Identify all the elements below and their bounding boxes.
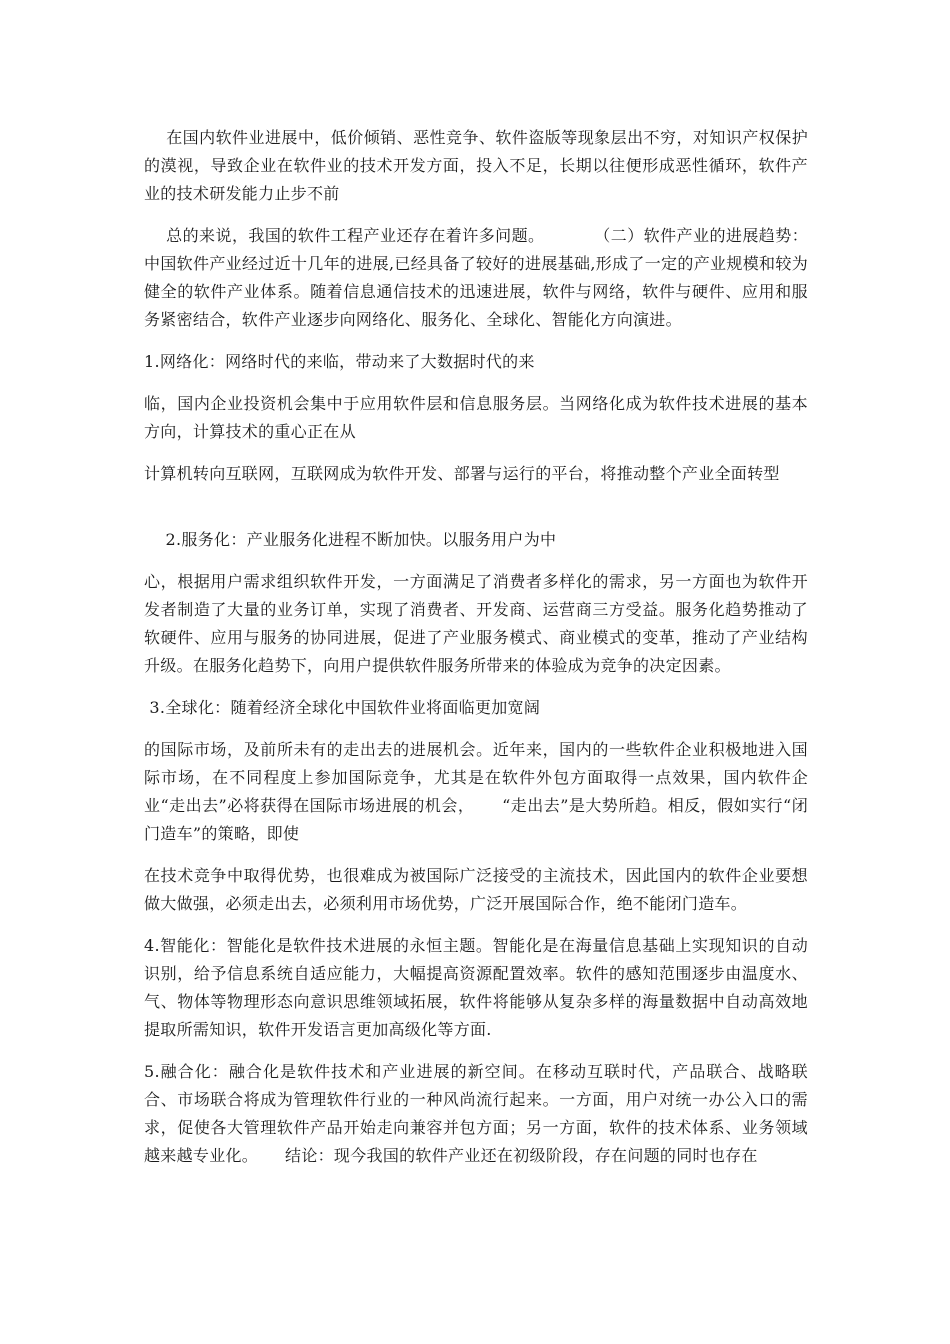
document-body: [144, 124, 808, 1184]
paragraph-service-head: 2.服务化：产业服务化进程不断加快。以服务用户为中: [144, 530, 557, 549]
paragraph-intelligence: 4.智能化：智能化是软件技术进展的永恒主题。智能化是在海量信息基础上实现知识的自动识别，给予信息系统自适应能力，大幅提高资源配置效率。软件的感知范围逐步由温度水、气、物体等物理形态向意识思维领域拓展，软件将能够从复杂多样的海量数据中自动高效地提取所需知识，软件开发语言更加高级化等方面.: [144, 936, 808, 1039]
paragraph-global-tail: 在技术竞争中取得优势，也很难成为被国际广泛接受的主流技术，因此国内的软件企业要想做大做强，必须走出去，必须利用市场优势，广泛开展国际合作，绝不能闭门造车。: [144, 866, 808, 913]
paragraph-service-body: 心，根据用户需求组织软件开发，一方面满足了消费者多样化的需求，另一方面也为软件开发者制造了大量的业务订单，实现了消费者、开发商、运营商三方受益。服务化趋势推动了软硬件、应用与服务的协同进展，促进了产业服务模式、商业模式的变革，推动了产业结构升级。在服务化趋势下，向用户提供软件服务所带来的体验成为竞争的决定因素。: [144, 572, 808, 675]
paragraph-piracy: 在国内软件业进展中，低价倾销、恶性竞争、软件盗版等现象层出不穷，对知识产权保护的漠视，导致企业在软件业的技术开发方面，投入不足，长期以往便形成恶性循环，软件产业的技术研发能力止步不前: [144, 128, 808, 203]
paragraph-integration: 5.融合化：融合化是软件技术和产业进展的新空间。在移动互联时代，产品联合、战略联合、市场联合将成为管理软件行业的一种风尚流行起来。一方面，用户对统一办公入口的需求，促使各大管理软件产品开始走向兼容并包方面；另一方面，软件的技术体系、业务领域越来越专业化。 结论：现今我国的软件产业还在初级阶段，存在问题的同时也存在: [144, 1062, 808, 1165]
paragraph-networking-body: 临，国内企业投资机会集中于应用软件层和信息服务层。当网络化成为软件技术进展的基本方向，计算技术的重心正在从: [144, 394, 808, 441]
paragraph-summary-trends: 总的来说，我国的软件工程产业还存在着许多问题。 （二）软件产业的进展趋势：中国软件产业经过近十几年的进展,已经具备了较好的进展基础,形成了一定的产业规模和较为健全的软件产业体系。随着信息通信技术的迅速进展，软件与网络，软件与硬件、应用和服务紧密结合，软件产业逐步向网络化、服务化、全球化、智能化方向演进。: [144, 226, 809, 329]
paragraph-global-head: 3.全球化：随着经济全球化中国软件业将面临更加宽阔: [144, 698, 541, 717]
paragraph-networking-head: 1.网络化：网络时代的来临，带动来了大数据时代的来: [144, 352, 535, 371]
paragraph-networking-tail: 计算机转向互联网，互联网成为软件开发、部署与运行的平台，将推动整个产业全面转型: [144, 464, 780, 483]
paragraph-global-body: 的国际市场，及前所未有的走出去的进展机会。近年来，国内的一些软件企业积极地进入国际市场，在不同程度上参加国际竞争，尤其是在软件外包方面取得一点效果，国内软件企业“走出去”必将获得在国际市场进展的机会， “走出去”是大势所趋。相反，假如实行“闭门造车”的策略，即使: [144, 740, 808, 843]
